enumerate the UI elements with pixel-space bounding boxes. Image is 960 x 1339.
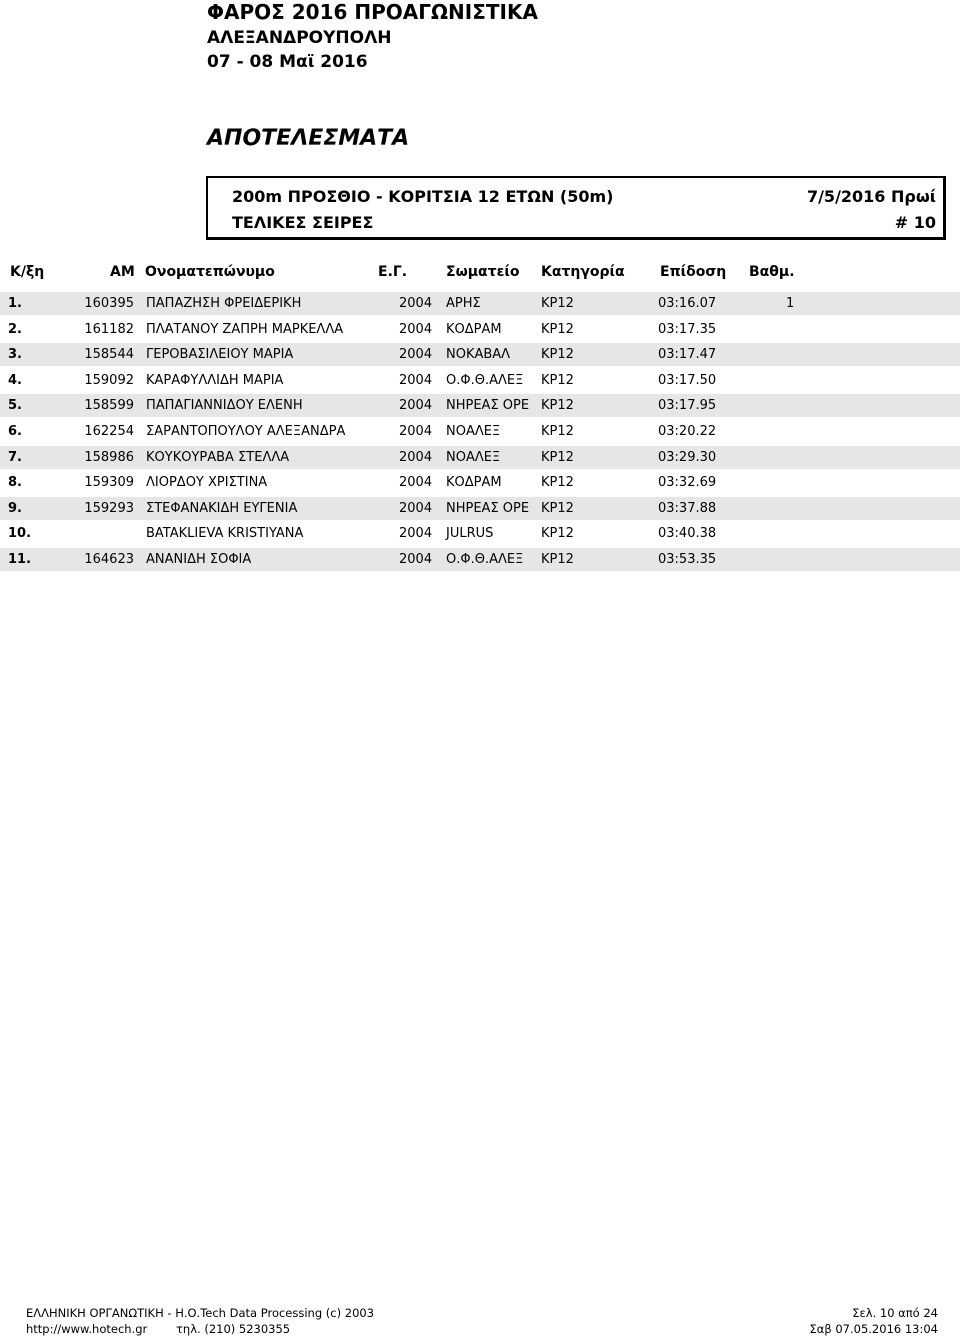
cell-time: 03:32.69 bbox=[658, 475, 717, 491]
column-header-name: Ονοματεπώνυμο bbox=[145, 264, 275, 280]
cell-rank: 5. bbox=[8, 398, 22, 414]
cell-name: ΓΕΡΟΒΑΣΙΛΕΙΟΥ ΜΑΡΙΑ bbox=[146, 347, 294, 363]
footer-url: http://www.hotech.gr bbox=[26, 1322, 148, 1336]
footer-page: Σελ. 10 από 24 bbox=[852, 1306, 938, 1320]
cell-am: 159293 bbox=[84, 500, 134, 516]
cell-name: ΠΑΠΑΖΗΣΗ ΦΡΕΙΔΕΡΙΚΗ bbox=[146, 296, 302, 311]
cell-rank: 9. bbox=[8, 500, 22, 516]
cell-rank: 10. bbox=[8, 526, 32, 542]
cell-time: 03:17.47 bbox=[658, 347, 717, 363]
cell-time: 03:20.22 bbox=[658, 424, 717, 439]
cell-am: 158599 bbox=[84, 398, 134, 414]
column-header-points: Βαθμ. bbox=[749, 264, 795, 280]
cell-rank: 3. bbox=[8, 347, 22, 363]
cell-club: ΝΗΡΕΑΣ ΟΡΕ bbox=[446, 500, 530, 516]
cell-name: ΛΙΟΡΔΟΥ ΧΡΙΣΤΙΝΑ bbox=[146, 475, 268, 491]
cell-club: ΑΡΗΣ bbox=[446, 296, 481, 311]
cell-time: 03:17.50 bbox=[658, 372, 717, 388]
cell-am: 158986 bbox=[84, 449, 134, 465]
cell-club: ΝΟΑΛΕΞ bbox=[446, 449, 501, 465]
cell-points: 1 bbox=[786, 296, 795, 311]
cell-category: ΚΡ12 bbox=[541, 398, 574, 414]
cell-category: ΚΡ12 bbox=[541, 526, 574, 542]
cell-club: ΚΟΔΡΑΜ bbox=[446, 321, 502, 337]
column-header-year: Ε.Γ. bbox=[378, 264, 408, 280]
cell-year: 2004 bbox=[399, 449, 433, 465]
meet-title: ΦΑΡΟΣ 2016 ΠΡΟΑΓΩΝΙΣΤΙΚΑ bbox=[207, 0, 538, 24]
cell-club: ΚΟΔΡΑΜ bbox=[446, 475, 502, 491]
cell-name: ΣΑΡΑΝΤΟΠΟΥΛΟΥ ΑΛΕΞΑΝΔΡΑ bbox=[146, 424, 346, 439]
cell-rank: 7. bbox=[8, 449, 22, 465]
cell-rank: 11. bbox=[8, 552, 32, 567]
footer-phone: τηλ. (210) 5230355 bbox=[176, 1322, 291, 1336]
cell-rank: 8. bbox=[8, 475, 22, 491]
cell-rank: 4. bbox=[8, 372, 22, 388]
footer-printed: Σαβ 07.05.2016 13:04 bbox=[809, 1322, 938, 1336]
cell-category: ΚΡ12 bbox=[541, 347, 574, 363]
cell-time: 03:17.95 bbox=[658, 398, 717, 414]
footer-org: ΕΛΛΗΝΙΚΗ ΟΡΓΑΝΩΤΙΚΗ - Η.Ο.Tech Data Processing (c) 2003 bbox=[26, 1306, 375, 1320]
event-date-session: 7/5/2016 Πρωί bbox=[806, 187, 936, 206]
cell-name: ΑΝΑΝΙΔΗ ΣΟΦΙΑ bbox=[146, 552, 252, 567]
cell-time: 03:53.35 bbox=[658, 552, 717, 567]
cell-club: ΝΟΚΑΒΑΛ bbox=[446, 347, 511, 363]
cell-am: 161182 bbox=[84, 321, 134, 337]
meet-dates: 07 - 08 Μαϊ 2016 bbox=[207, 52, 368, 72]
cell-year: 2004 bbox=[399, 424, 433, 439]
cell-club: Ο.Φ.Θ.ΑΛΕΞ bbox=[446, 552, 524, 567]
cell-year: 2004 bbox=[399, 321, 433, 337]
cell-category: ΚΡ12 bbox=[541, 321, 574, 337]
cell-club: ΝΟΑΛΕΞ bbox=[446, 424, 501, 439]
event-number: # 10 bbox=[894, 213, 936, 232]
cell-rank: 1. bbox=[8, 296, 22, 311]
cell-name: ΣΤΕΦΑΝΑΚΙΔΗ ΕΥΓΕΝΙΑ bbox=[146, 500, 298, 516]
cell-category: ΚΡ12 bbox=[541, 296, 574, 311]
column-header-time: Επίδοση bbox=[660, 264, 727, 280]
event-box bbox=[206, 176, 946, 240]
cell-time: 03:37.88 bbox=[658, 500, 717, 516]
cell-am: 159092 bbox=[84, 372, 134, 388]
cell-time: 03:29.30 bbox=[658, 449, 717, 465]
cell-year: 2004 bbox=[399, 475, 433, 491]
event-round: ΤΕΛΙΚΕΣ ΣΕΙΡΕΣ bbox=[232, 213, 374, 232]
cell-year: 2004 bbox=[399, 398, 433, 414]
cell-am: 160395 bbox=[84, 296, 134, 311]
cell-am: 159309 bbox=[84, 475, 134, 491]
cell-club: ΝΗΡΕΑΣ ΟΡΕ bbox=[446, 398, 530, 414]
cell-year: 2004 bbox=[399, 296, 433, 311]
cell-name: ΠΛΑΤΑΝΟΥ ΖΑΠΡΗ ΜΑΡΚΕΛΛΑ bbox=[146, 321, 344, 337]
cell-year: 2004 bbox=[399, 500, 433, 516]
cell-club: JULRUS bbox=[446, 526, 494, 542]
cell-name: ΚΟΥΚΟΥΡΑΒΑ ΣΤΕΛΛΑ bbox=[146, 449, 290, 465]
cell-name: BATAKLIEVA KRISTIYANA bbox=[146, 526, 304, 542]
cell-time: 03:40.38 bbox=[658, 526, 717, 542]
cell-time: 03:16.07 bbox=[658, 296, 717, 311]
cell-name: ΠΑΠΑΓΙΑΝΝΙΔΟΥ ΕΛΕΝΗ bbox=[146, 398, 303, 414]
cell-am: 158544 bbox=[84, 347, 134, 363]
cell-year: 2004 bbox=[399, 347, 433, 363]
column-header-rank: Κ/ξη bbox=[10, 264, 45, 280]
cell-category: ΚΡ12 bbox=[541, 424, 574, 439]
column-header-category: Κατηγορία bbox=[541, 264, 625, 280]
cell-category: ΚΡ12 bbox=[541, 500, 574, 516]
cell-category: ΚΡ12 bbox=[541, 475, 574, 491]
meet-city: ΑΛΕΞΑΝΔΡΟΥΠΟΛΗ bbox=[207, 28, 392, 48]
cell-year: 2004 bbox=[399, 372, 433, 388]
cell-category: ΚΡ12 bbox=[541, 449, 574, 465]
cell-name: ΚΑΡΑΦΥΛΛΙΔΗ ΜΑΡΙΑ bbox=[146, 372, 284, 388]
results-heading: ΑΠΟΤΕΛΕΣΜΑΤΑ bbox=[207, 126, 410, 151]
cell-year: 2004 bbox=[399, 526, 433, 542]
cell-year: 2004 bbox=[399, 552, 433, 567]
cell-category: ΚΡ12 bbox=[541, 372, 574, 388]
column-header-am: ΑΜ bbox=[110, 264, 135, 280]
cell-club: Ο.Φ.Θ.ΑΛΕΞ bbox=[446, 372, 524, 388]
event-name: 200m ΠΡΟΣΘΙΟ - ΚΟΡΙΤΣΙΑ 12 ΕΤΩΝ (50m) bbox=[232, 187, 614, 206]
column-header-club: Σωματείο bbox=[446, 264, 520, 280]
cell-am: 164623 bbox=[84, 552, 134, 567]
cell-rank: 2. bbox=[8, 321, 22, 337]
cell-am: 162254 bbox=[84, 424, 134, 439]
cell-category: ΚΡ12 bbox=[541, 552, 574, 567]
cell-rank: 6. bbox=[8, 424, 22, 439]
cell-time: 03:17.35 bbox=[658, 321, 717, 337]
